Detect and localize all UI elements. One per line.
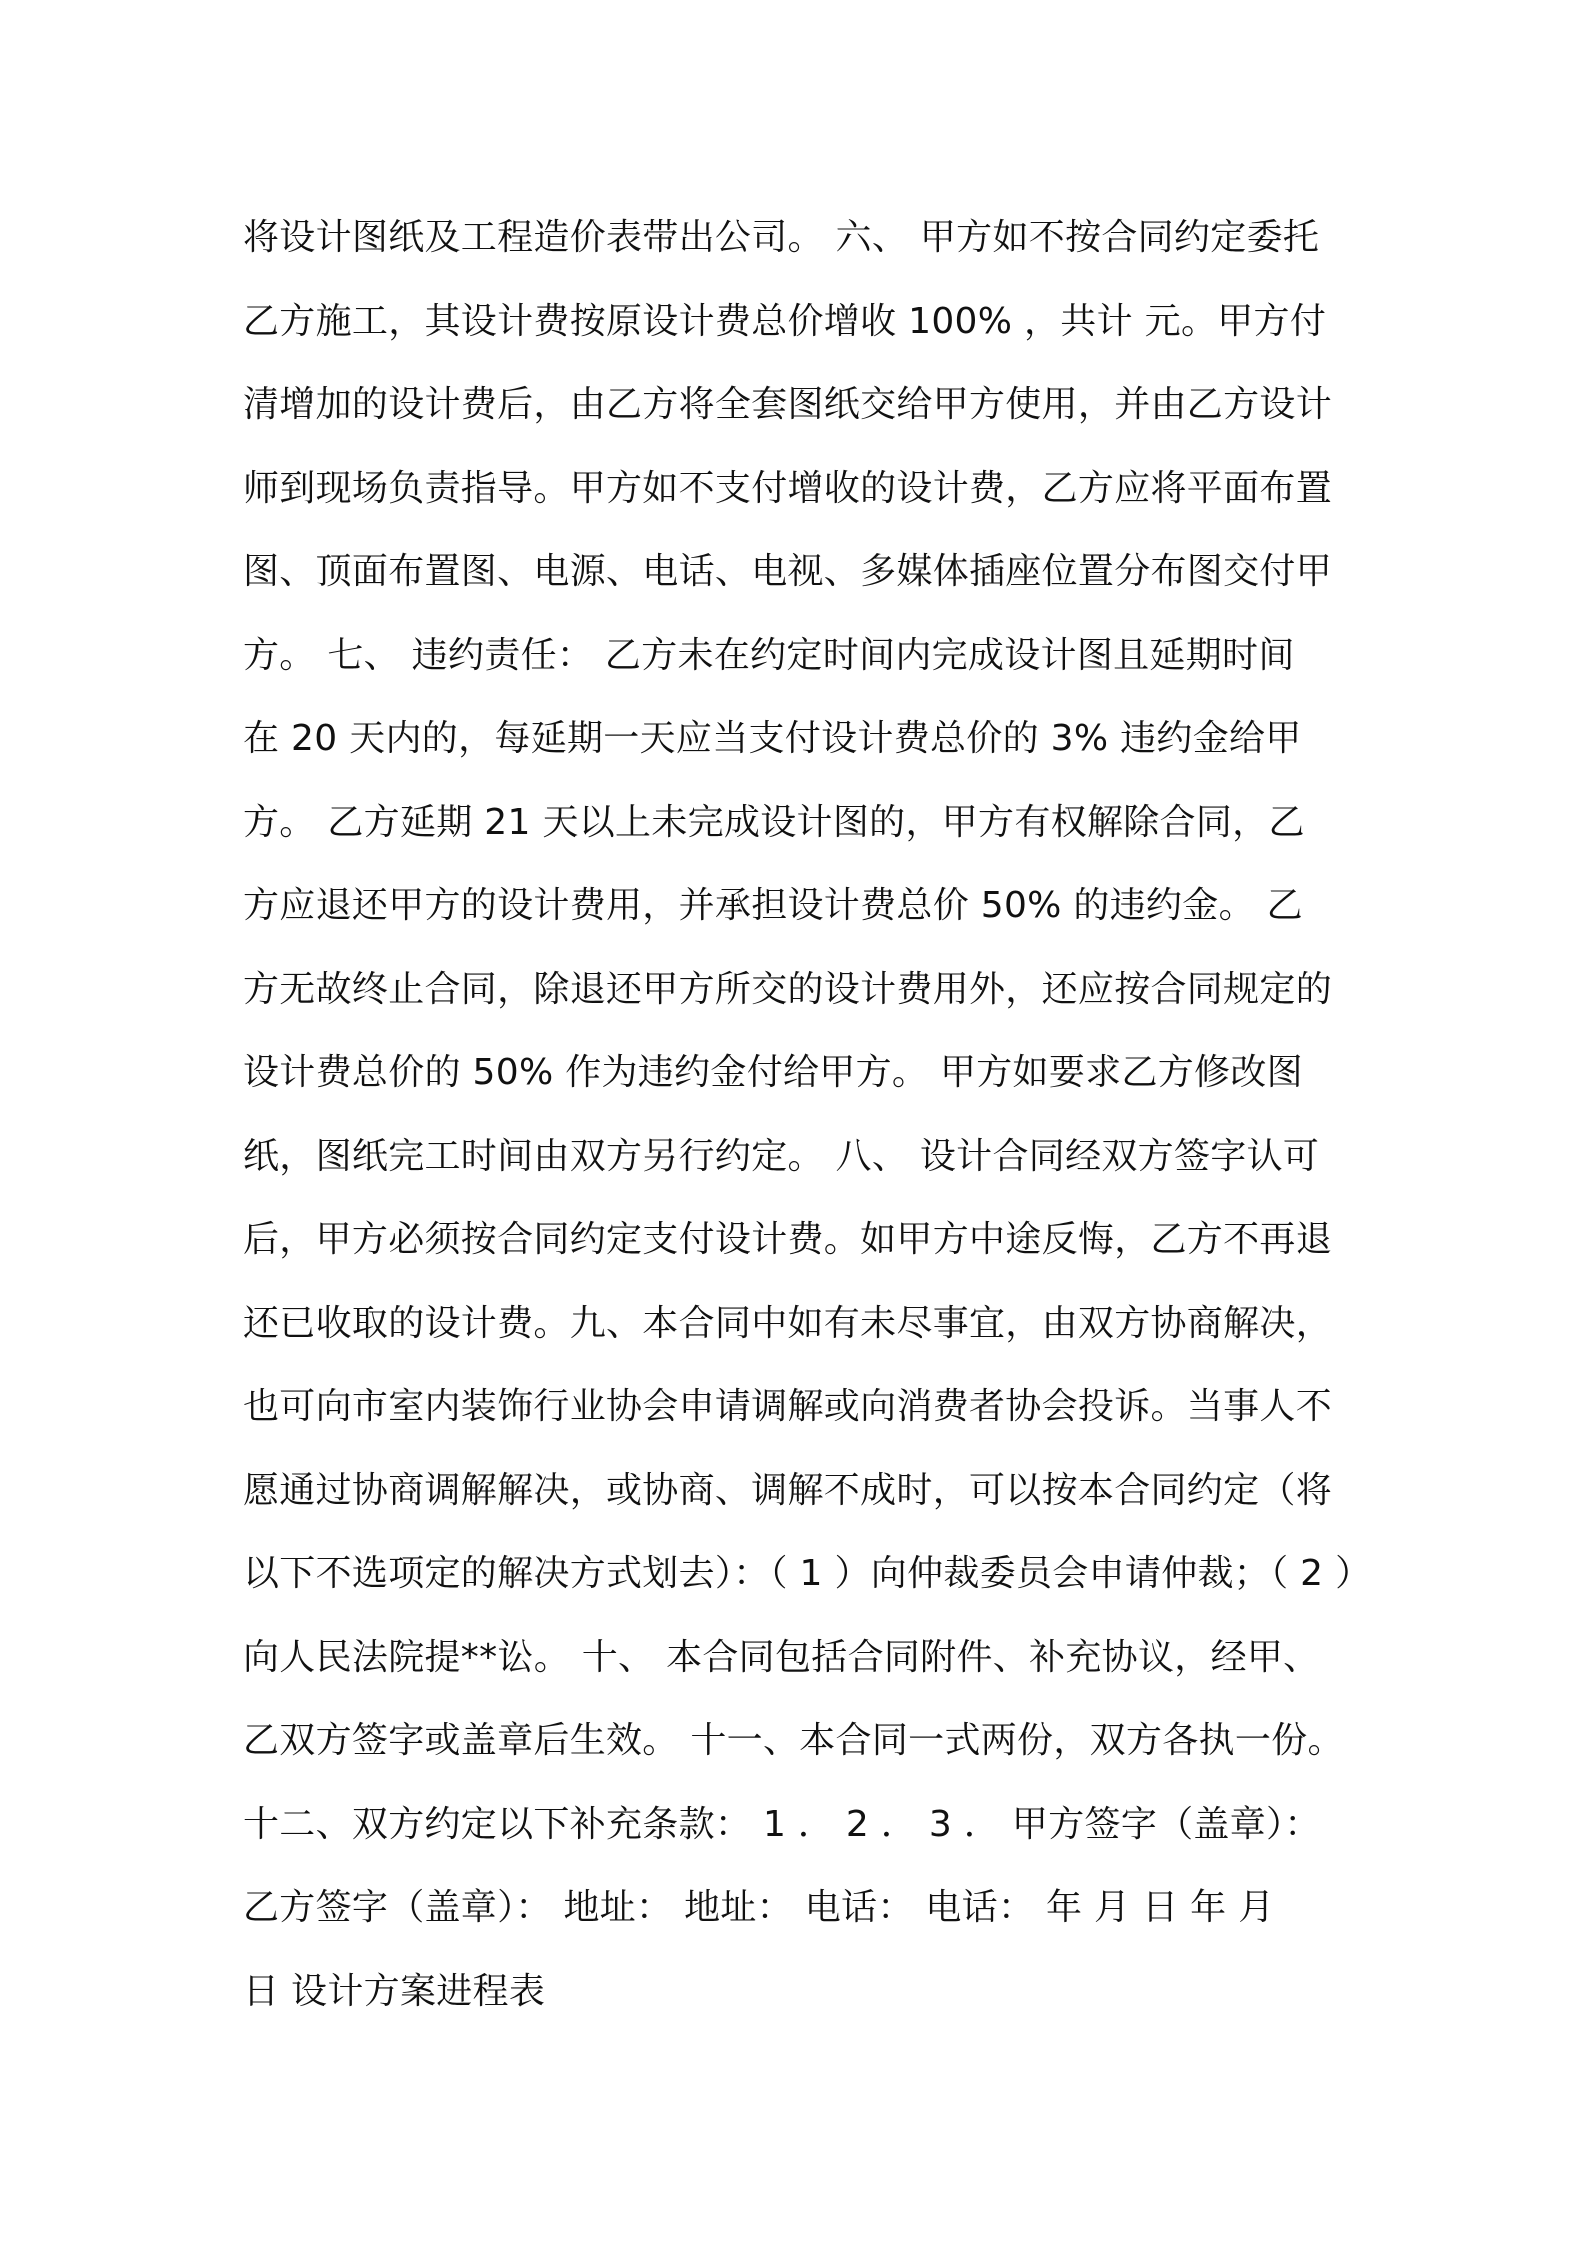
text-line: 方。 七、 违约责任： 乙方未在约定时间内完成设计图且延期时间 xyxy=(243,634,1295,676)
text-line: 乙方施工，其设计费按原设计费总价增收 100% ，共计 元。甲方付 xyxy=(243,300,1327,342)
text-line: 也可向市室内装饰行业协会申请调解或向消费者协会投诉。当事人不 xyxy=(243,1386,1333,1427)
text-line: 方。 乙方延期 21 天以上未完成设计图的，甲方有权解除合同，乙 xyxy=(243,801,1305,843)
text-line: 还已收取的设计费。九、本合同中如有未尽事宜，由双方协商解决， xyxy=(243,1302,1333,1344)
text-line: 愿通过协商调解解决，或协商、调解不成时，可以按本合同约定（将 xyxy=(243,1469,1333,1511)
text-line: 设计费总价的 50% 作为违约金付给甲方。 甲方如要求乙方修改图 xyxy=(243,1052,1303,1093)
text-line: 图、顶面布置图、电源、电话、电视、多媒体插座位置分布图交付甲 xyxy=(243,551,1333,592)
text-line: 后，甲方必须按合同约定支付设计费。如甲方中途反悔，乙方不再退 xyxy=(243,1219,1333,1260)
contract-text xyxy=(243,196,1393,2033)
text-line: 以下不选项定的解决方式划去）：（ 1 ）向仲裁委员会申请仲裁；（ 2 ） xyxy=(243,1553,1372,1594)
text-line: 方无故终止合同，除退还甲方所交的设计费用外，还应按合同规定的 xyxy=(243,968,1333,1010)
text-line: 向人民法院提**讼。 十、 本合同包括合同附件、补充协议，经甲、 xyxy=(243,1636,1320,1678)
text-line: 在 20 天内的，每延期一天应当支付设计费总价的 3% 违约金给甲 xyxy=(243,718,1302,759)
text-line: 乙方签字（盖章）： 地址： 地址： 电话： 电话： 年 月 日 年 月 xyxy=(243,1887,1275,1928)
text-line: 将设计图纸及工程造价表带出公司。 六、 甲方如不按合同约定委托 xyxy=(243,217,1320,258)
text-line: 师到现场负责指导。甲方如不支付增收的设计费，乙方应将平面布置 xyxy=(243,467,1333,509)
text-line: 十二、双方约定以下补充条款： 1 ． 2 ． 3 ． 甲方签字（盖章）： xyxy=(243,1803,1321,1845)
text-line: 清增加的设计费后，由乙方将全套图纸交给甲方使用，并由乙方设计 xyxy=(243,384,1333,425)
text-line: 乙双方签字或盖章后生效。 十一、本合同一式两份，双方各执一份。 xyxy=(243,1720,1344,1761)
text-line: 日 设计方案进程表 xyxy=(243,1970,546,2012)
text-line: 纸，图纸完工时间由双方另行约定。 八、 设计合同经双方签字认可 xyxy=(243,1135,1320,1177)
text-line: 方应退还甲方的设计费用，并承担设计费总价 50% 的违约金。 乙 xyxy=(243,885,1303,926)
